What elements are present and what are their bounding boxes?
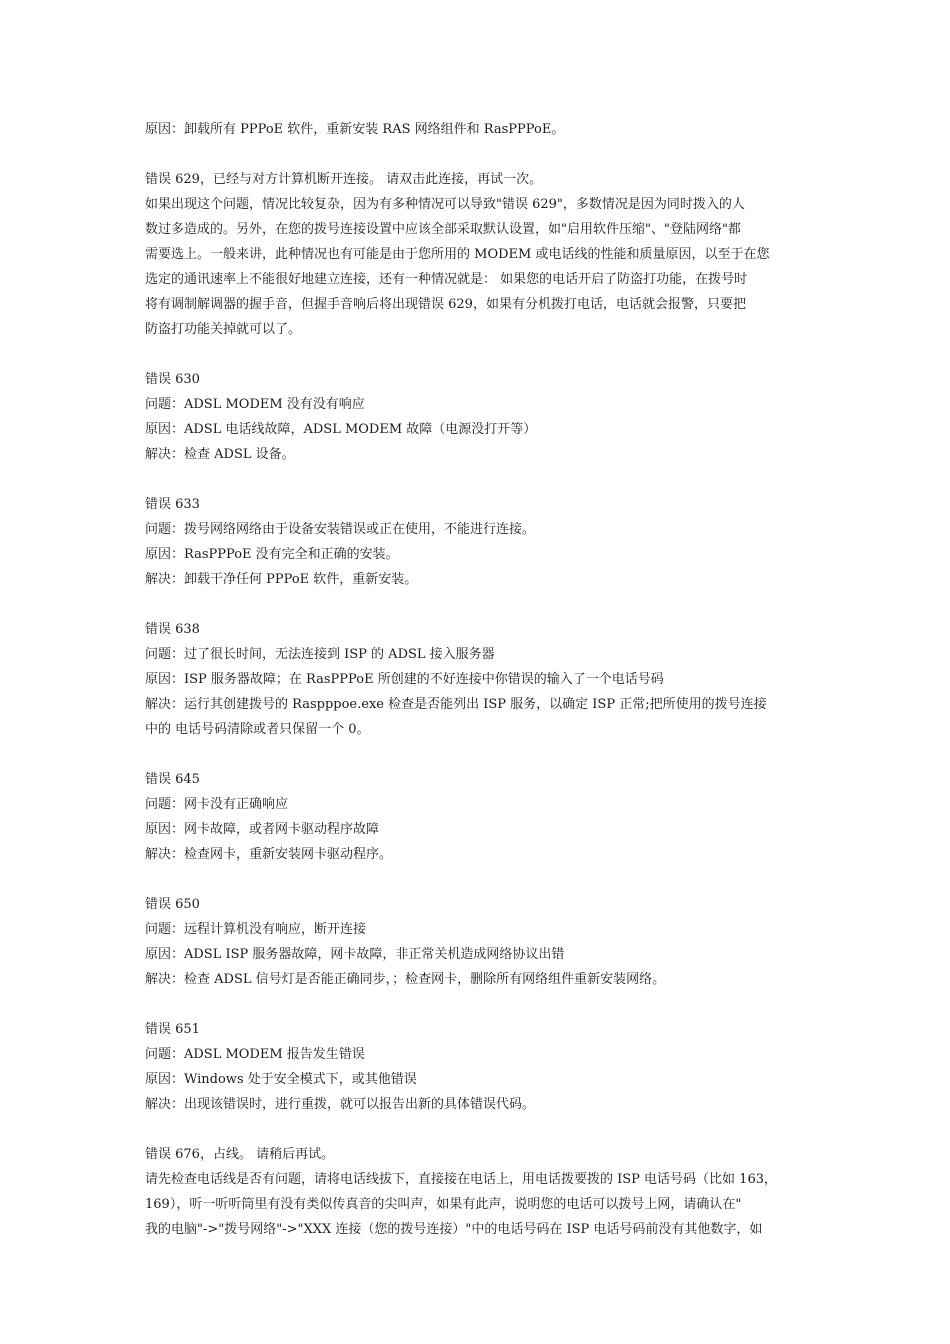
error-section [145, 167, 810, 342]
text-line: 数过多造成的。另外，在您的拨号连接设置中应该全部采取默认设置，如"启用软件压缩"、"登陆网络"都 [145, 222, 741, 237]
paragraph-gap [145, 1117, 810, 1142]
text-line: 将有调制解调器的握手音，但握手音响后将出现错误 629，如果有分机拨打电话，电话就会报警，只要把 [145, 297, 746, 312]
section-heading-line: 错误 676，占线。 请稍后再试。 [145, 1147, 335, 1162]
error-section [145, 767, 810, 867]
section-heading-line: 错误 638 [145, 622, 200, 637]
error-section [145, 492, 810, 592]
section-heading-line: 错误 630 [145, 372, 200, 387]
text-line: 原因：ISP 服务器故障；在 RasPPPoE 所创建的不好连接中你错误的输入了一个电话号码 [145, 672, 664, 687]
paragraph-gap [145, 592, 810, 617]
error-section [145, 367, 810, 467]
text-line: 防盗打功能关掉就可以了。 [145, 322, 302, 337]
text-line: 解决：检查网卡，重新安装网卡驱动程序。 [145, 847, 393, 862]
error-section [145, 117, 810, 142]
text-line: 解决：卸载干净任何 PPPoE 软件，重新安装。 [145, 572, 418, 587]
paragraph-gap [145, 342, 810, 367]
paragraph-gap [145, 867, 810, 892]
text-line: 原因：Windows 处于安全模式下，或其他错误 [145, 1072, 417, 1087]
paragraph-gap [145, 467, 810, 492]
text-line: 请先检查电话线是否有问题，请将电话线拔下，直接接在电话上，用电话拨要拨的 ISP 电话号码（比如 163， [145, 1172, 777, 1187]
section-heading-line: 错误 629，已经与对方计算机断开连接。 请双击此连接，再试一次。 [145, 172, 543, 187]
error-section [145, 617, 810, 742]
text-line: 中的 电话号码清除或者只保留一个 0。 [145, 722, 370, 737]
text-line: 问题：ADSL MODEM 报告发生错误 [145, 1047, 365, 1062]
text-line: 解决：检查 ADSL 信号灯是否能正确同步，；检查网卡，删除所有网络组件重新安装网络。 [145, 972, 666, 987]
text-line: 原因：ADSL 电话线故障，ADSL MODEM 故障（电源没打开等） [145, 422, 537, 437]
text-line: 解决：检查 ADSL 设备。 [145, 447, 295, 462]
section-heading-line: 原因：卸载所有 PPPoE 软件，重新安装 RAS 网络组件和 RasPPPoE。 [145, 122, 565, 137]
section-heading-line: 错误 645 [145, 772, 200, 787]
text-line: 问题：过了很长时间，无法连接到 ISP 的 ADSL 接入服务器 [145, 647, 495, 662]
text-line: 问题：远程计算机没有响应，断开连接 [145, 922, 367, 937]
text-line: 原因：网卡故障，或者网卡驱动程序故障 [145, 822, 380, 837]
text-line: 需要选上。一般来讲，此种情况也有可能是由于您所用的 MODEM 或电话线的性能和质量原因，以至于在您 [145, 247, 770, 262]
section-heading-line: 错误 633 [145, 497, 200, 512]
text-line: 问题：ADSL MODEM 没有没有响应 [145, 397, 365, 412]
text-line: 问题：拨号网络网络由于设备安装错误或正在使用，不能进行连接。 [145, 522, 536, 537]
text-line: 问题：网卡没有正确响应 [145, 797, 289, 812]
error-section [145, 892, 810, 992]
section-heading-line: 错误 651 [145, 1022, 200, 1037]
paragraph-gap [145, 142, 810, 167]
text-line: 原因：ADSL ISP 服务器故障，网卡故障，非正常关机造成网络协议出错 [145, 947, 565, 962]
text-line: 选定的通讯速率上不能很好地建立连接，还有一种情况就是： 如果您的电话开启了防盗打功能，在拨号时 [145, 272, 748, 287]
paragraph-gap [145, 742, 810, 767]
text-line: 解决：出现该错误时，进行重拨，就可以报告出新的具体错误代码。 [145, 1097, 536, 1112]
paragraph-gap [145, 992, 810, 1017]
error-section [145, 1017, 810, 1117]
text-line: 我的电脑"->"拨号网络"->"XXX 连接（您的拨号连接）"中的电话号码在 ISP 电话号码前没有其他数字，如 [145, 1222, 763, 1237]
document-body [145, 117, 810, 1242]
text-line: 解决：运行其创建拨号的 Raspppoe.exe 检查是否能列出 ISP 服务，以确定 ISP 正常;把所使用的拨号连接 [145, 697, 767, 712]
section-heading-line: 错误 650 [145, 897, 200, 912]
text-line: 169），听一听听筒里有没有类似传真音的尖叫声，如果有此声，说明您的电话可以拨号上网，请确认在" [145, 1197, 742, 1212]
text-line: 原因：RasPPPoE 没有完全和正确的安装。 [145, 547, 399, 562]
error-section [145, 1142, 810, 1242]
text-line: 如果出现这个问题，情况比较复杂，因为有多种情况可以导致"错误 629"，多数情况是因为同时拨入的人 [145, 197, 745, 212]
